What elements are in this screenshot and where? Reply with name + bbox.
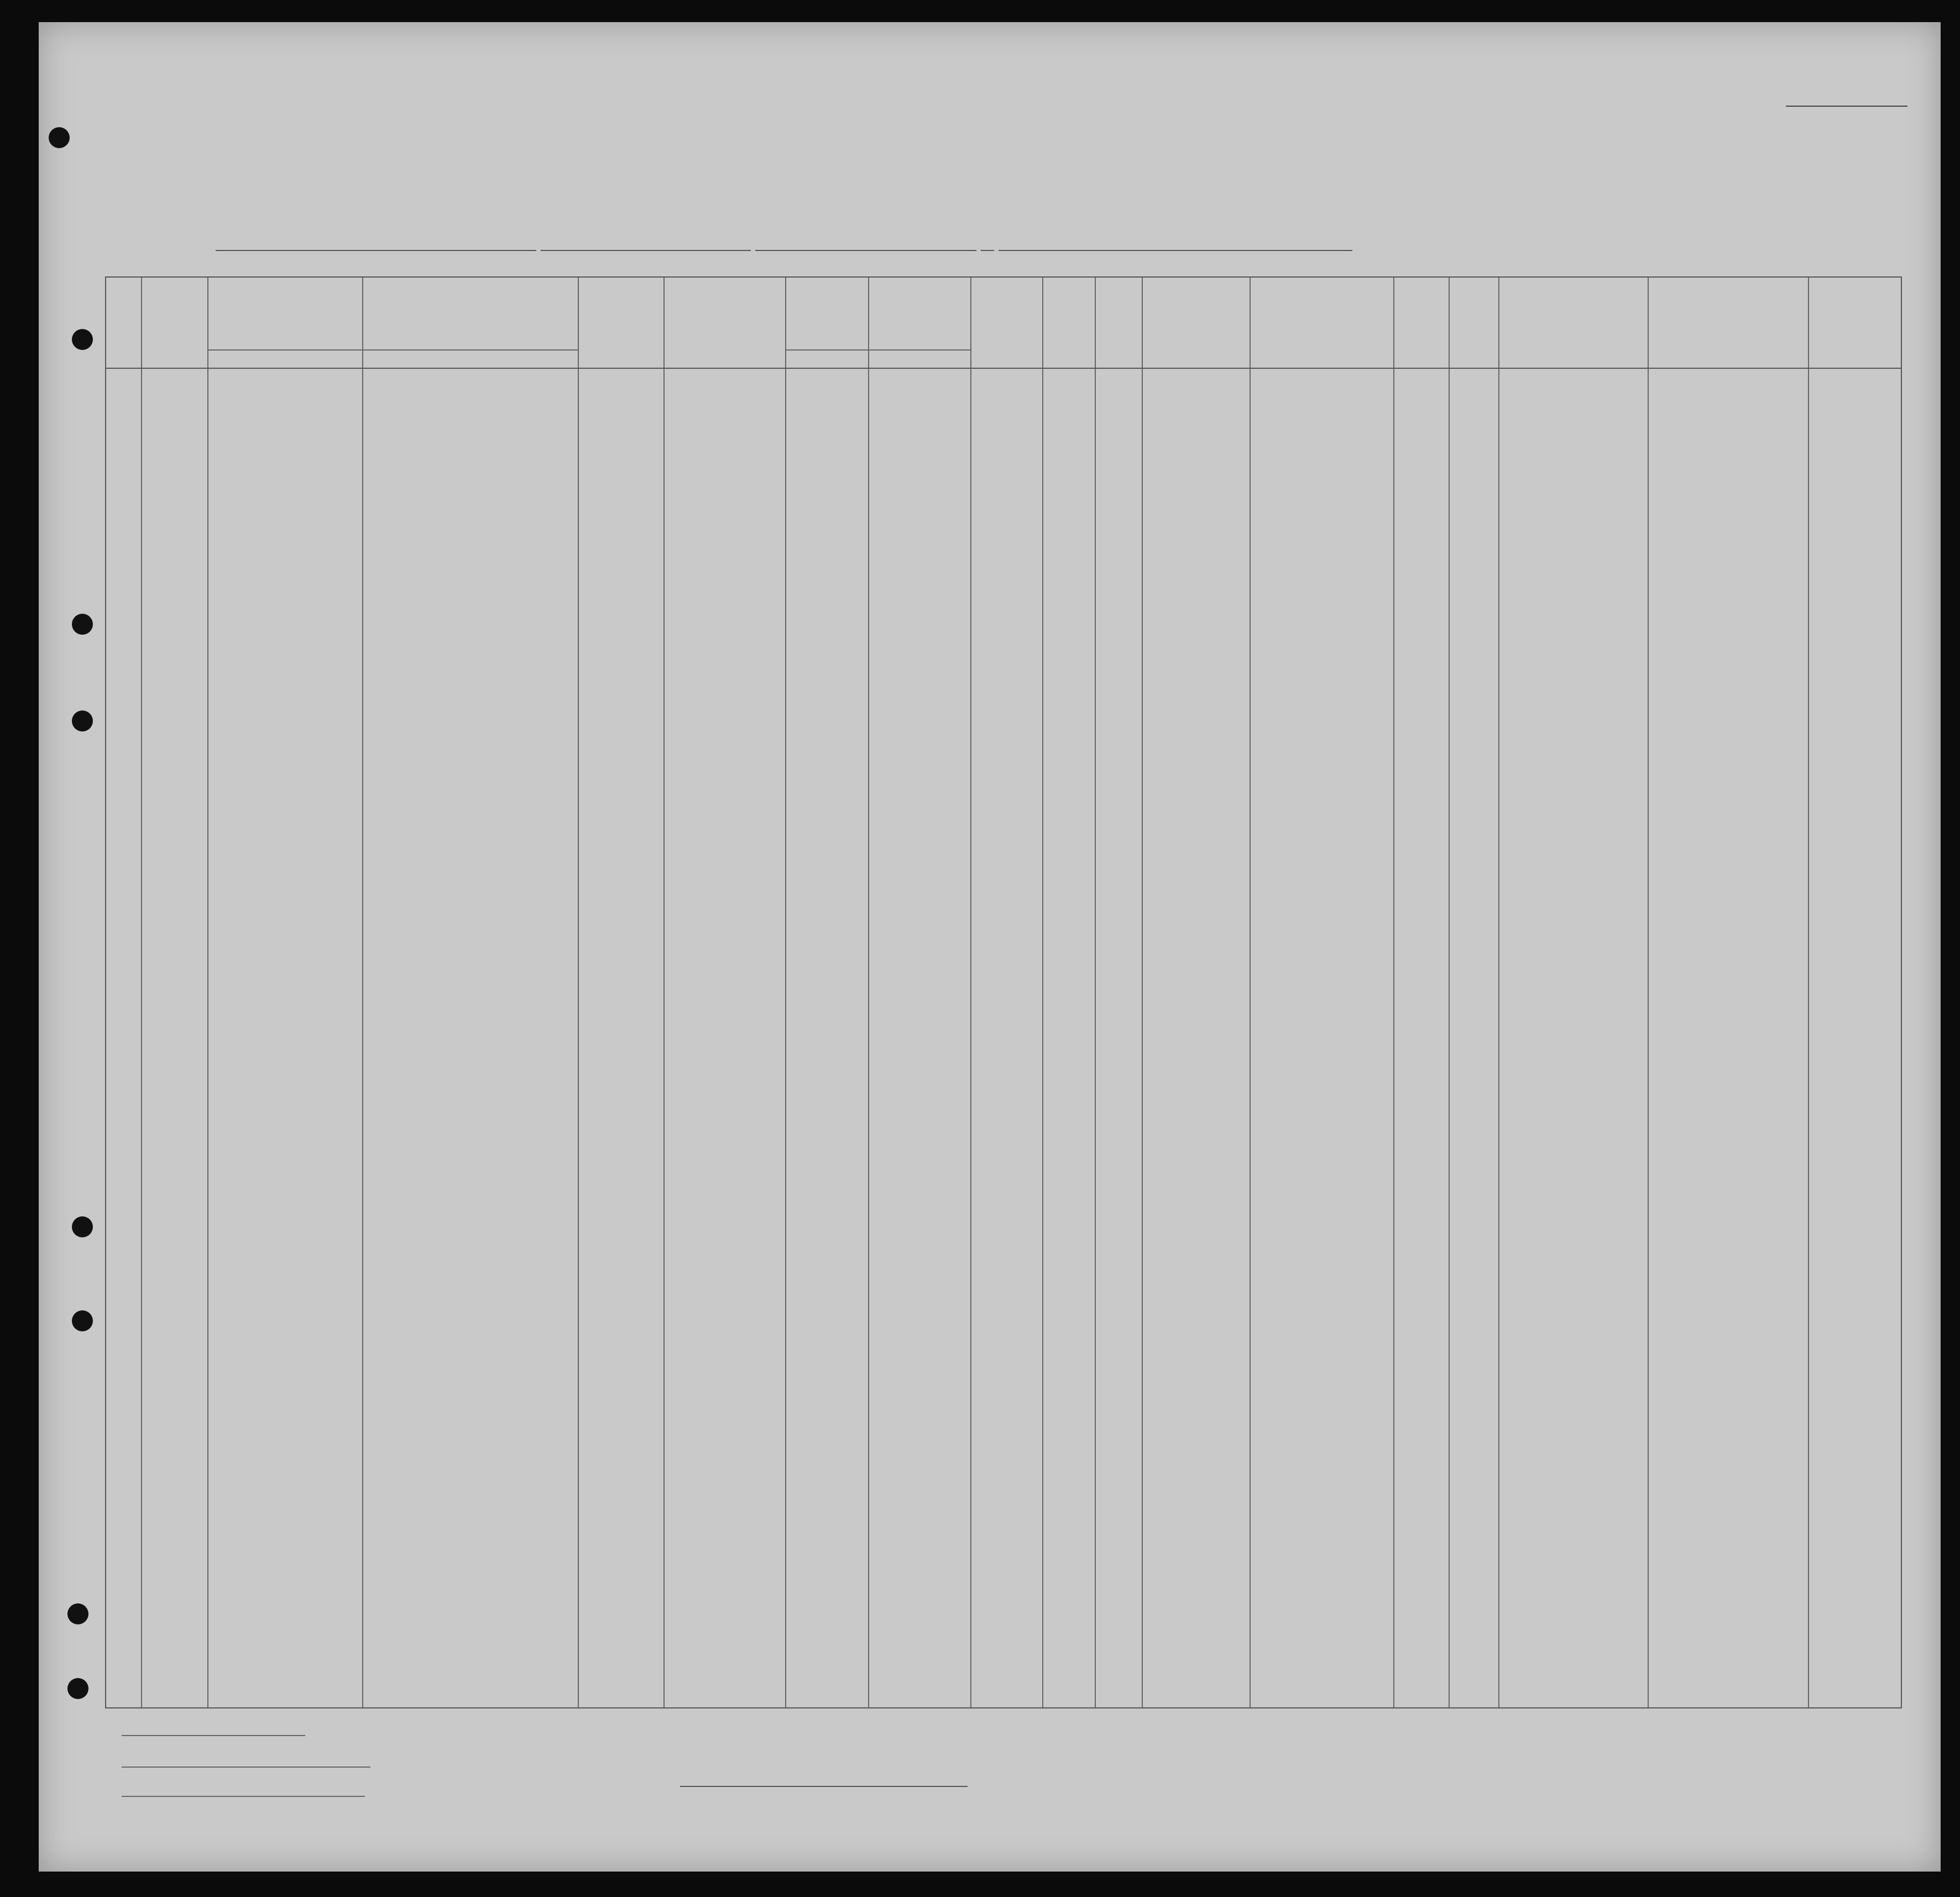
sheet-number-field bbox=[1786, 94, 1907, 111]
binder-hole bbox=[72, 614, 93, 635]
binder-hole bbox=[72, 329, 93, 350]
owners-field bbox=[122, 1757, 370, 1771]
crew-table bbox=[105, 276, 1902, 1708]
owners-value bbox=[122, 1767, 370, 1768]
sheet-number-value bbox=[1786, 106, 1907, 107]
manifest-sheet bbox=[39, 22, 1941, 1872]
header-rule bbox=[105, 368, 1902, 369]
arrival-date bbox=[755, 250, 976, 251]
binder-hole bbox=[72, 1216, 93, 1237]
agents-field bbox=[122, 1786, 365, 1800]
line-value bbox=[122, 1735, 305, 1736]
binder-hole bbox=[72, 710, 93, 731]
table-frame bbox=[105, 276, 1902, 1708]
agents-value bbox=[122, 1796, 365, 1797]
vessel-value bbox=[216, 250, 536, 251]
arriving-port bbox=[541, 250, 751, 251]
binder-hole bbox=[49, 127, 70, 148]
header-rule bbox=[105, 276, 1902, 278]
binder-hole bbox=[67, 1678, 88, 1699]
line-field bbox=[122, 1725, 305, 1739]
year-value bbox=[981, 250, 994, 251]
binder-hole bbox=[72, 1310, 93, 1331]
from-port bbox=[999, 250, 1352, 251]
binder-hole bbox=[67, 1603, 88, 1624]
voyage-line bbox=[216, 235, 1352, 255]
